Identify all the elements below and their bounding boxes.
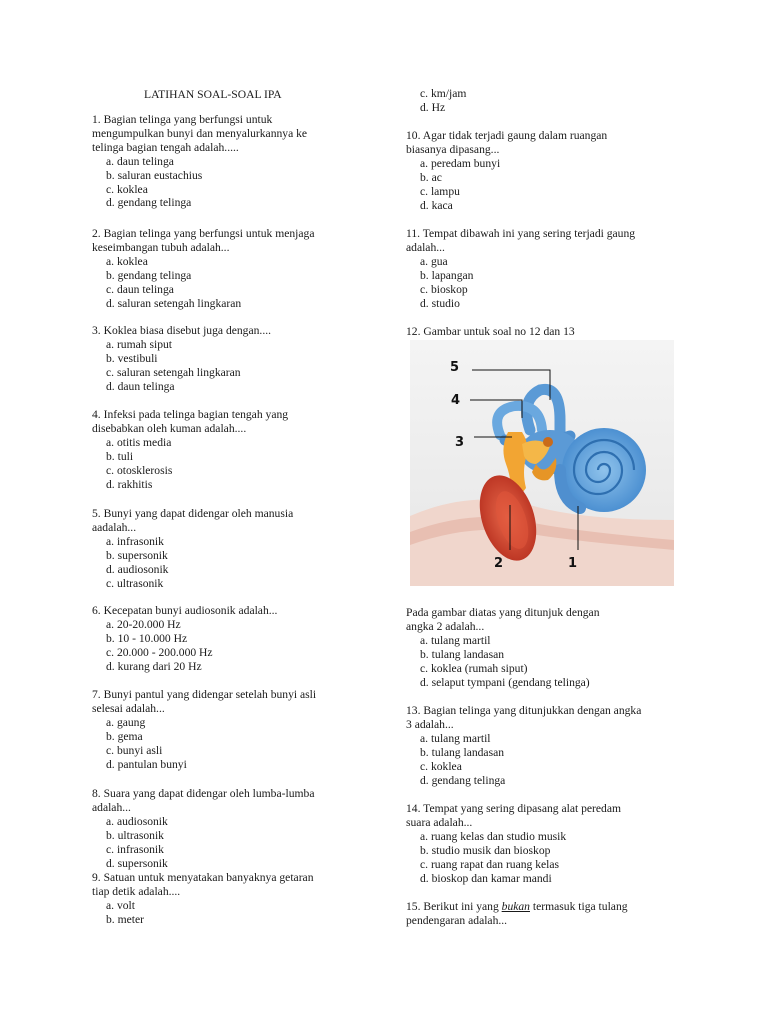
option: c. saluran setengah lingkaran: [106, 365, 241, 379]
question-11: [406, 227, 635, 310]
option: b. vestibuli: [106, 351, 158, 365]
question-stem: 10. Agar tidak terjadi gaung dalam ruangan biasanya dipasang...: [406, 129, 608, 156]
question-7: [92, 688, 316, 771]
option: d. Hz: [420, 100, 446, 114]
figure-label-3: 3: [455, 435, 465, 450]
question-stem: 1. Bagian telinga yang berfungsi untuk mengumpulkan bunyi dan menyalurkannya ke telinga bagian tengah adalah.....: [92, 113, 308, 154]
option: c. koklea (rumah siput): [420, 661, 528, 675]
option: a. audiosonik: [106, 814, 168, 828]
option: c. bunyi asli: [106, 743, 163, 757]
option: a. ruang kelas dan studio musik: [420, 829, 567, 843]
option: a. rumah siput: [106, 337, 173, 351]
question-9-continued: [406, 87, 466, 115]
question-6: [92, 604, 277, 674]
option: a. tulang martil: [420, 633, 491, 647]
option: c. koklea: [106, 182, 148, 196]
option: d. studio: [420, 296, 460, 310]
option: c. lampu: [420, 184, 460, 198]
option: b. studio musik dan bioskop: [420, 843, 551, 857]
option: c. daun telinga: [106, 282, 174, 296]
question-10: [406, 129, 607, 212]
option: d. kurang dari 20 Hz: [106, 659, 202, 673]
option: a. infrasonik: [106, 534, 164, 548]
option: c. km/jam: [420, 87, 467, 100]
question-stem: 12. Gambar untuk soal no 12 dan 13: [406, 325, 575, 338]
question-3: [92, 324, 271, 394]
option: c. ultrasonik: [106, 576, 164, 590]
question-2: [92, 227, 314, 310]
question-9: [92, 871, 314, 927]
stem-text: pendengaran adalah...: [406, 913, 508, 927]
page-title: LATIHAN SOAL-SOAL IPA: [144, 88, 282, 101]
option: a. gua: [420, 254, 448, 268]
option: d. audiosonik: [106, 562, 169, 576]
option: b. tuli: [106, 449, 134, 463]
ear-diagram: [410, 340, 674, 586]
option: d. bioskop dan kamar mandi: [420, 871, 552, 885]
option: a. volt: [106, 898, 135, 912]
figure-label-2: 2: [494, 556, 504, 571]
option: a. daun telinga: [106, 154, 174, 168]
question-stem: 3. Koklea biasa disebut juga dengan....: [92, 324, 272, 337]
question-14: [406, 802, 621, 885]
option: b. ultrasonik: [106, 828, 164, 842]
option: d. daun telinga: [106, 379, 175, 393]
stem-text: 15. Berikut ini yang: [406, 900, 502, 913]
question-8: [92, 787, 314, 870]
option: b. lapangan: [420, 268, 474, 282]
option: c. bioskop: [420, 282, 468, 296]
option: a. peredam bunyi: [420, 156, 501, 170]
question-4: [92, 408, 288, 491]
option: b. 10 - 10.000 Hz: [106, 631, 188, 645]
option: c. infrasonik: [106, 842, 164, 856]
emphasis-word: bukan: [501, 900, 530, 913]
option: a. otitis media: [106, 435, 172, 449]
figure-label-5: 5: [450, 360, 460, 375]
option: a. 20-20.000 Hz: [106, 617, 181, 631]
option: d. gendang telinga: [420, 773, 506, 787]
option: d. kaca: [420, 198, 453, 212]
ossicle-joint: [543, 437, 553, 447]
figure-label-4: 4: [451, 393, 461, 408]
question-stem: Pada gambar diatas yang ditunjuk dengan angka 2 adalah...: [406, 606, 600, 633]
option: d. rakhitis: [106, 477, 153, 491]
figure-label-1: 1: [568, 556, 578, 571]
option: d. selaput tympani (gendang telinga): [420, 675, 590, 689]
option: a. tulang martil: [420, 731, 491, 745]
ear-diagram-svg: [410, 340, 674, 586]
option: c. ruang rapat dan ruang kelas: [420, 857, 560, 871]
option: a. koklea: [106, 254, 148, 268]
option: b. saluran eustachius: [106, 168, 203, 182]
question-stem: 6. Kecepatan bunyi audiosonik adalah...: [92, 604, 278, 617]
option: c. otosklerosis: [106, 463, 173, 477]
option: b. meter: [106, 912, 144, 926]
question-stem: 2. Bagian telinga yang berfungsi untuk menjaga keseimbangan tubuh adalah...: [92, 227, 315, 254]
question-stem: 8. Suara yang dapat didengar oleh lumba-lumba adalah...: [92, 787, 315, 814]
option: c. koklea: [420, 759, 462, 773]
option: a. gaung: [106, 715, 146, 729]
option: d. pantulan bunyi: [106, 757, 187, 771]
question-15: [406, 900, 628, 928]
question-stem: 11. Tempat dibawah ini yang sering terjadi gaung adalah...: [406, 227, 636, 254]
question-stem: 9. Satuan untuk menyatakan banyaknya getaran tiap detik adalah....: [92, 871, 314, 898]
question-stem: [406, 900, 628, 914]
question-13: [406, 704, 641, 787]
option: b. tulang landasan: [420, 745, 505, 759]
question-12-caption: [406, 325, 575, 339]
question-12: [406, 606, 600, 689]
question-stem: 14. Tempat yang sering dipasang alat peredam suara adalah...: [406, 802, 621, 829]
stem-text: termasuk tiga tulang: [529, 900, 628, 913]
option: d. saluran setengah lingkaran: [106, 296, 242, 310]
question-1: [92, 113, 307, 210]
option: b. supersonik: [106, 548, 168, 562]
option: b. ac: [420, 170, 442, 184]
question-stem: 4. Infeksi pada telinga bagian tengah yang disebabkan oleh kuman adalah....: [92, 408, 289, 435]
question-stem: 7. Bunyi pantul yang didengar setelah bunyi asli selesai adalah...: [92, 688, 317, 715]
question-stem: 5. Bunyi yang dapat didengar oleh manusia aadalah...: [92, 507, 294, 534]
option: b. tulang landasan: [420, 647, 505, 661]
option: b. gendang telinga: [106, 268, 192, 282]
option: c. 20.000 - 200.000 Hz: [106, 645, 213, 659]
option: d. supersonik: [106, 856, 168, 870]
question-stem: 13. Bagian telinga yang ditunjukkan dengan angka 3 adalah...: [406, 704, 642, 731]
option: d. gendang telinga: [106, 196, 192, 210]
question-5: [92, 507, 293, 590]
option: b. gema: [106, 729, 143, 743]
